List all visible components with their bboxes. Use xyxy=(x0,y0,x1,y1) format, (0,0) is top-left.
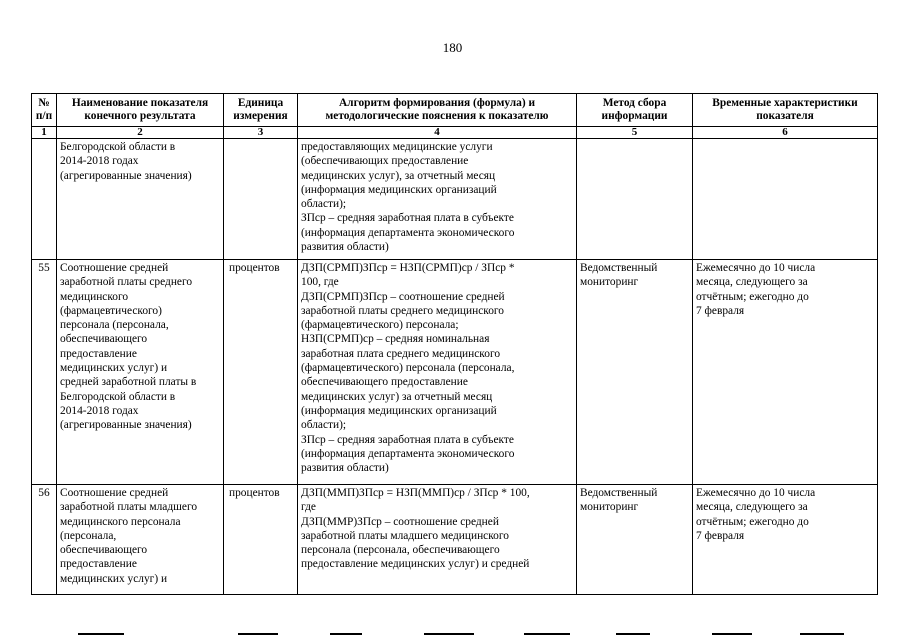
indicator-unit xyxy=(224,139,298,260)
scan-edge-mark xyxy=(616,633,650,635)
header-timing: Временные характеристики показателя xyxy=(693,94,878,127)
indicator-formula: ДЗП(ММП)ЗПср = НЗП(ММП)ср / ЗПср * 100, где ДЗП(ММР)ЗПср – соотношение средней заработной платы младшего медицинского персонала (персонала, обеспечивающего предоставление медицинских услуг) и средней xyxy=(298,485,577,595)
timing: Ежемесячно до 10 числа месяца, следующего за отчётным; ежегодно до 7 февраля xyxy=(693,260,878,485)
header-num: № п/п xyxy=(32,94,57,127)
indicator-formula: ДЗП(СРМП)ЗПср = НЗП(СРМП)ср / ЗПср * 100, где ДЗП(СРМП)ЗПср – соотношение средней заработной платы среднего медицинского (фармацевтического) персонала; НЗП(СРМП)ср – средняя номинальная заработная плата среднего медицинского (фармацевтического) персонала (персонала, обеспечивающего предоставление медицинских услуг) за отчетный месяц (информация медицинских организаций области); ЗПср – средняя заработная плата в субъекте (информация департамента экономического развития области) xyxy=(298,260,577,485)
indicator-unit: процентов xyxy=(224,485,298,595)
column-number: 5 xyxy=(577,127,693,139)
header-unit: Единица измерения xyxy=(224,94,298,127)
scan-edge-mark xyxy=(524,633,570,635)
indicator-unit: процентов xyxy=(224,260,298,485)
row-number xyxy=(32,139,57,260)
table-row xyxy=(32,260,878,485)
column-number: 6 xyxy=(693,127,878,139)
header-collection-method: Метод сбора информации xyxy=(577,94,693,127)
timing: Ежемесячно до 10 числа месяца, следующего за отчётным; ежегодно до 7 февраля xyxy=(693,485,878,595)
scan-edge-mark xyxy=(712,633,752,635)
row-number: 55 xyxy=(32,260,57,485)
scan-edge-mark xyxy=(800,633,844,635)
scan-edge-mark xyxy=(238,633,278,635)
table-row xyxy=(32,139,878,260)
indicator-name: Соотношение средней заработной платы среднего медицинского (фармацевтического) персонала (персонала, обеспечивающего предоставление медицинских услуг) и средней заработной платы в Белгородской области в 2014-2018 годах (агрегированные значения) xyxy=(57,260,224,485)
scan-edge-mark xyxy=(78,633,124,635)
header-indicator-name: Наименование показателя конечного результата xyxy=(57,94,224,127)
scan-edge-mark xyxy=(330,633,362,635)
table-header-row xyxy=(32,94,878,127)
column-number: 1 xyxy=(32,127,57,139)
column-number: 2 xyxy=(57,127,224,139)
scan-edge-mark xyxy=(424,633,474,635)
indicator-name: Соотношение средней заработной платы младшего медицинского персонала (персонала, обеспечивающего предоставление медицинских услуг) и xyxy=(57,485,224,595)
indicators-table xyxy=(31,93,878,595)
row-number: 56 xyxy=(32,485,57,595)
column-number-row xyxy=(32,127,878,139)
table-row xyxy=(32,485,878,595)
column-number: 3 xyxy=(224,127,298,139)
collection-method: Ведомственный мониторинг xyxy=(577,260,693,485)
indicator-name: Белгородской области в 2014-2018 годах (агрегированные значения) xyxy=(57,139,224,260)
header-algorithm: Алгоритм формирования (формула) и методологические пояснения к показателю xyxy=(298,94,577,127)
page-number: 180 xyxy=(442,40,463,55)
collection-method xyxy=(577,139,693,260)
timing xyxy=(693,139,878,260)
column-number: 4 xyxy=(298,127,577,139)
collection-method: Ведомственный мониторинг xyxy=(577,485,693,595)
indicator-formula: предоставляющих медицинские услуги (обеспечивающих предоставление медицинских услуг), за отчетный месяц (информация медицинских организаций области); ЗПср – средняя заработная плата в субъекте (информация департамента экономического развития области) xyxy=(298,139,577,260)
